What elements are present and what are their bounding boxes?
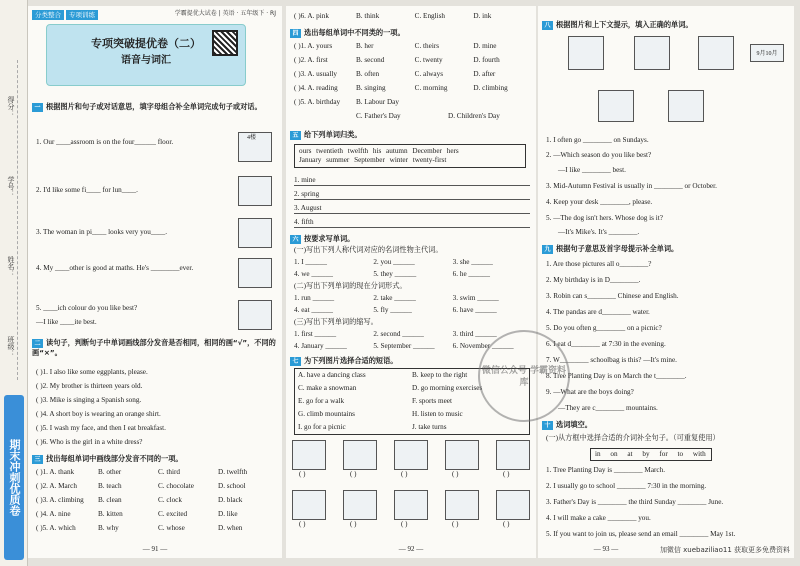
park-picture xyxy=(568,36,604,70)
building-picture xyxy=(238,132,272,162)
picture-1: ( ) xyxy=(292,440,326,470)
question: —It's Mike's. It's ________. xyxy=(558,228,640,236)
question: 5. If you want to join us, please send an email ________ May 1st. xyxy=(546,530,736,538)
section-7-heading: 七 为下列图片选择合适的短语。 xyxy=(290,356,532,366)
subsection-heading: (一)写出下列人称代词对应的名词性物主代词。 xyxy=(294,246,443,254)
page-91 xyxy=(28,6,282,558)
answer-line[interactable]: 4. fifth xyxy=(294,218,530,228)
answer-line[interactable]: 1. mine xyxy=(294,176,530,186)
question: 4. The pandas are d________ water. xyxy=(546,308,650,316)
question: —They are c________ mountains. xyxy=(558,404,658,412)
choice-row: ( )4. A. reading B. singing C. morning D. climbing xyxy=(294,84,508,92)
score-label: 得分： xyxy=(7,96,15,117)
question: 2. My birthday is in D________. xyxy=(546,276,641,284)
tag: 专项训练 xyxy=(66,10,98,20)
section-4-heading: 四 选出每组单词中不同类的一项。 xyxy=(290,28,532,38)
question: 4. My ____other is good at maths. He's ________ever. xyxy=(36,264,194,272)
seal-stamp: 微信公众号 学霸资料库 xyxy=(478,330,570,422)
choice-row: ( )5. A. birthday B. Labour Day xyxy=(294,98,399,106)
choice-row: ( )3. A. usually B. often C. always D. after xyxy=(294,70,496,78)
floor-tag: 4楼 xyxy=(247,135,257,141)
question: ( )5. I wash my face, and then I eat breakfast. xyxy=(36,424,166,432)
paper-title: 专项突破提优卷（二） xyxy=(91,37,201,50)
picture-7: ( ) xyxy=(343,490,377,520)
page-93 xyxy=(538,6,794,558)
binding-strip xyxy=(0,0,28,566)
fill-row: 1. run ______ 2. take ______ 3. swim ______ xyxy=(294,294,499,302)
question: 5. —The dog isn't hers. Whose dog is it? xyxy=(546,214,663,222)
student-id-label: 学号： xyxy=(7,176,15,197)
question: ( )1. I also like some eggplants, please. xyxy=(36,368,148,376)
dog-picture xyxy=(668,90,704,122)
maths-picture xyxy=(238,258,272,288)
picture-2: ( ) xyxy=(343,440,377,470)
name-label: 姓名： xyxy=(7,256,15,277)
subsection-heading: (三)写出下列单词的缩写。 xyxy=(294,318,378,326)
tag: 分类整合 xyxy=(32,10,64,20)
question: 7. W________ schoolbag is this? —It's mine. xyxy=(546,356,677,364)
preposition-bank: in on at by for to with xyxy=(590,448,712,461)
clock-picture xyxy=(238,176,272,206)
choice-row: ( )2. A. first B. second C. twenty D. fourth xyxy=(294,56,500,64)
class-label: 班级： xyxy=(7,336,15,357)
page-number: — 91 — xyxy=(142,545,168,554)
word-bank xyxy=(294,144,526,168)
question: 4. I will make a cake ________ you. xyxy=(546,514,651,522)
question: 3. The woman in pi____ looks very you____. xyxy=(36,228,168,236)
page-92 xyxy=(286,6,536,558)
answer-line[interactable]: 3. August xyxy=(294,204,530,214)
question: 1. Are those pictures all o________? xyxy=(546,260,652,268)
fill-row: 4. eat ______ 5. fly ______ 6. have ______ xyxy=(294,306,497,314)
answer-line[interactable]: 2. spring xyxy=(294,190,530,200)
desk-picture xyxy=(598,90,634,122)
fill-row: 4. January ______ 5. September ______ 6. November ______ xyxy=(294,342,514,350)
fill-row: 4. we ______ 5. they ______ 6. he ______ xyxy=(294,270,490,278)
picture-9: ( ) xyxy=(445,490,479,520)
fill-row: 1. first ______ 2. second ______ 3. third ______ xyxy=(294,330,497,338)
picture-6: ( ) xyxy=(292,490,326,520)
question: 1. Our ____assroom is on the four______ floor. xyxy=(36,138,174,146)
picture-4: ( ) xyxy=(445,440,479,470)
picture-5: ( ) xyxy=(496,440,530,470)
choice-row: ( )4. A. nine B. kitten C. excited D. like xyxy=(36,510,238,518)
section-8-heading: 八 根据图片和上下文提示，填入正确的单词。 xyxy=(542,20,790,30)
picture-3: ( ) xyxy=(394,440,428,470)
question: ( )4. A short boy is wearing an orange shirt. xyxy=(36,410,161,418)
question: —I like ________ best. xyxy=(558,166,626,174)
question: ( )2. My brother is thirteen years old. xyxy=(36,382,143,390)
picture-row xyxy=(292,490,530,529)
section-9-heading: 九 根据句子意思及首字母提示补全单词。 xyxy=(542,244,790,254)
festival-picture xyxy=(698,36,734,70)
page-number: — 92 — xyxy=(398,545,424,554)
question: 8. Tree Planting Day is on March the t________. xyxy=(546,372,687,380)
picture-row xyxy=(292,440,530,479)
question: 2. I'd like some fi____ for lun____. xyxy=(36,186,138,194)
choice-row: ( )5. A. which B. why C. whose D. when xyxy=(36,524,243,532)
question: 4. Keep your desk ________, please. xyxy=(546,198,653,206)
question: 3. Robin can s________ Chinese and English. xyxy=(546,292,679,300)
question: —I like ____ite best. xyxy=(36,318,97,326)
colour-picture xyxy=(238,300,272,330)
section-2-heading: 二 读句子，判断句子中单词画线部分发音是否相同，相同的画“√”，不同的画“×”。 xyxy=(32,338,276,357)
section-tags xyxy=(32,10,98,20)
choice-row: ( )6. A. pink B. think C. English D. ink xyxy=(294,12,492,20)
question: 6. I eat d________ at 7:30 in the evening. xyxy=(546,340,666,348)
choice-row: ( )3. A. climbing B. clean C. clock D. black xyxy=(36,496,243,504)
question: 1. Tree Planting Day is ________ March. xyxy=(546,466,665,474)
fill-row: 1. I ______ 2. you ______ 3. she ______ xyxy=(294,258,493,266)
woman-picture xyxy=(238,218,272,248)
paper-subtitle: 语音与词汇 xyxy=(121,54,171,66)
section-5-heading: 五 给下列单词归类。 xyxy=(290,130,532,140)
question: 3. Mid-Autumn Festival is usually in ________ or October. xyxy=(546,182,717,190)
brand-banner: 期末冲刺优质卷 xyxy=(4,395,24,560)
phrase-bank: A. have a dancing class B. keep to the right C. make a snowman D. go morning exercises E. go for a walk F. sports meet G. climb mountains H. listen to music I. go for a picnic J. take turns xyxy=(294,368,530,435)
word-bank-line: ours twentieth twelfth his autumn December hers xyxy=(299,147,459,155)
word-bank-line: January summer September winter twenty-first xyxy=(299,156,447,164)
question: ( )3. Mike is singing a Spanish song. xyxy=(36,396,142,404)
question: 1. I often go ________ on Sundays. xyxy=(546,136,649,144)
cut-line xyxy=(17,60,18,380)
subsection-heading: (一)从方框中选择合适的介词补全句子。（可重复使用） xyxy=(546,434,720,442)
picture-8: ( ) xyxy=(394,490,428,520)
footer-note: 加微信 xuebaziliao11 获取更多免费资料 xyxy=(659,546,790,555)
page-header: 学霸提优大试卷 | 英语 · 五年级下 · RJ xyxy=(174,10,276,17)
question: 9. —What are the boys doing? xyxy=(546,388,634,396)
section-1-heading: 一 根据图片和句子或对话意思，填字母组合补全单词完成句子或对话。 xyxy=(32,102,278,112)
page-number: — 93 — xyxy=(593,545,619,554)
question: 5. ____ich colour do you like best? xyxy=(36,304,138,312)
question: ( )6. Who is the girl in a white dress? xyxy=(36,438,143,446)
choice-row: C. Father's Day D. Children's Day xyxy=(356,112,500,120)
season-picture xyxy=(634,36,670,70)
choice-row: ( )1. A. thank B. other C. third D. twelfth xyxy=(36,468,248,476)
question: 2. —Which season do you like best? xyxy=(546,151,652,159)
section-10-heading: 十 选词填空。 xyxy=(542,420,790,430)
section-6-heading: 六 按要求写单词。 xyxy=(290,234,532,244)
question: 5. Do you often g________ on a picnic? xyxy=(546,324,662,332)
picture-10: ( ) xyxy=(496,490,530,520)
qr-code-icon xyxy=(212,30,238,56)
choice-row: ( )1. A. yours B. her C. theirs D. mine xyxy=(294,42,497,50)
choice-row: ( )2. A. March B. teach C. chocolate D. school xyxy=(36,482,246,490)
section-3-heading: 三 找出每组单词中画线部分发音不同的一项。 xyxy=(32,454,278,464)
calendar-picture: 9月10月 xyxy=(750,44,784,62)
subsection-heading: (二)写出下列单词的现在分词形式。 xyxy=(294,282,407,290)
question: 3. Father's Day is ________ the third Sunday ________ June. xyxy=(546,498,724,506)
question: 2. I usually go to school ________ 7:30 in the morning. xyxy=(546,482,707,490)
